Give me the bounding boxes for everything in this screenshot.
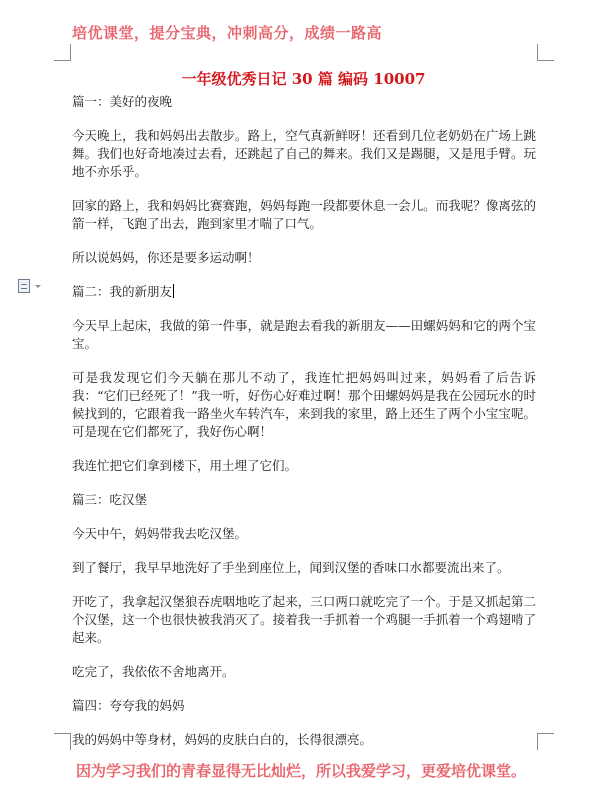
paragraph: 回家的路上，我和妈妈比赛赛跑，妈妈每跑一段都要休息一会儿。而我呢？像离弦的箭一样，飞跑了出去，跑到家里才喘了口气。 (72, 198, 536, 231)
section-heading: 篇一：美好的夜晚 (72, 94, 173, 109)
paragraph: 开吃了，我拿起汉堡狼吞虎咽地吃了起来，三口两口就吃完了一个。于是又抓起第二个汉堡，这一个也很快被我消灭了。接着我一手抓着一个鸡腿一手抓着一个鸡翅啃了起来。 (72, 594, 536, 645)
paragraph: 吃完了，我依依不舍地离开。 (72, 664, 235, 679)
text-cursor (173, 284, 174, 298)
paragraph: 今天晚上，我和妈妈出去散步。路上，空气真新鲜呀！还看到几位老奶奶在广场上跳舞。我们也好奇地凑过去看，还跳起了自己的舞来。我们又是踢腿，又是甩手臂。玩地不亦乐乎。 (72, 128, 536, 179)
document-body[interactable] (72, 93, 536, 749)
paragraph-options-icon[interactable] (18, 279, 30, 293)
page-corner-mark (537, 44, 554, 61)
footer-banner: 因为学习我们的青春显得无比灿烂，所以我爱学习，更爱培优课堂。 (76, 762, 527, 780)
paragraph: 我的妈妈中等身材，妈妈的皮肤白白的，长得很漂亮。 (72, 732, 373, 747)
paragraph: 到了餐厅，我早早地洗好了手坐到座位上，闻到汉堡的香味口水都要流出来了。 (72, 560, 510, 575)
header-banner: 培优课堂，提分宝典，冲刺高分，成绩一路高 (72, 24, 383, 42)
paragraph: 所以说妈妈，你还是要多运动啊！ (72, 250, 260, 265)
section-heading-text: 篇二：我的新朋友 (72, 284, 173, 299)
paragraph: 我连忙把它们拿到楼下，用土埋了它们。 (72, 458, 298, 473)
section-heading: 篇三：吃汉堡 (72, 492, 148, 507)
page-corner-mark (54, 733, 71, 750)
document-title: 一年级优秀日记 30 篇 编码 10007 (181, 70, 426, 88)
chevron-down-icon[interactable] (35, 285, 41, 288)
section-heading: 篇四：夸夸我的妈妈 (72, 698, 185, 713)
page-corner-mark (54, 44, 71, 61)
paragraph: 可是我发现它们今天躺在那儿不动了，我连忙把妈妈叫过来，妈妈看了后告诉我：“它们已经死了！”我一听，好伤心好难过啊！那个田螺妈妈是我在公园玩水的时候找到的，它跟着我一路坐火车转汽车，来到我的家里，路上还生了两个小宝宝呢。可是现在它们都死了，我好伤心啊！ (72, 370, 536, 439)
section-heading (72, 283, 536, 301)
page-corner-mark (537, 733, 554, 750)
paragraph: 今天早上起床，我做的第一件事，就是跑去看我的新朋友——田螺妈妈和它的两个宝宝。 (72, 318, 536, 351)
paragraph: 今天中午，妈妈带我去吃汉堡。 (72, 526, 248, 541)
